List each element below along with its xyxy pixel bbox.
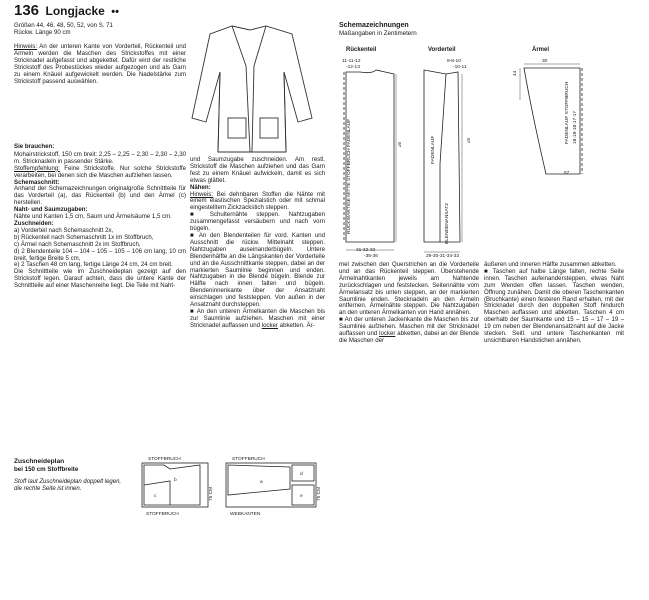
page-number: 136: [14, 2, 40, 19]
layout-fold-label: STOFFBRUCH: [146, 512, 179, 517]
sew-step: ■ Schulternähte steppen. Nahtzugaben zusammengefasst versäubern und nach vorn bügeln.: [190, 211, 325, 233]
sleeve-label: Ärmel: [532, 47, 550, 53]
layout-fold-label: STOFFBRUCH: [232, 457, 265, 462]
seams-text: Nähte und Kanten 1,5 cm, Saum und Ärmelsäume 1,5 cm.: [14, 213, 172, 221]
needs-fabric: Mohairstrickstoff, 150 cm breit: 2,25 – 2,25 – 2,30 – 2,30 – 2,30 m. Stricknadeln in passender Stärke.: [14, 150, 186, 165]
cutting-item: a) Vorderteil nach Schemaschnitt 2x,: [14, 226, 114, 234]
layout-note: Stoff laut Zuschneideplan doppelt legen, die rechte Seite ist innen.: [14, 478, 122, 492]
schema-drawings: [336, 44, 636, 262]
column-3: [339, 262, 479, 345]
cutting-item: c) Ärmel nach Schemaschnitt 2x im Stoffbruch,: [14, 240, 141, 248]
sleeve-fold-label: FADENLAUF STOFFBRUCH: [565, 81, 570, 144]
sizes-line: Größen 44, 46, 48, 50, 52, von S. 71: [14, 22, 113, 29]
cutting-layout-diagram: [140, 455, 340, 517]
column-2: [190, 157, 325, 330]
fabric-rec-text: Feine Strickstoffe. Nur solche Strickstoffe verarbeiten, bei denen sich die Maschen aufziehen lassen.: [14, 164, 186, 179]
piece-b-label: b: [174, 478, 177, 483]
sleeve-side-num: 44: [513, 70, 518, 76]
cutting-item: b) Rückenteil nach Schemaschnitt 1x im Stoffbruch,: [14, 233, 154, 241]
page-header: [14, 2, 194, 18]
front-label: Vorderteil: [428, 47, 456, 53]
back-bottom-num: 31-32-33: [356, 248, 376, 253]
front-blend-label: BLENDENANSATZ: [445, 202, 450, 244]
front-top-num: -10-11: [453, 65, 467, 70]
back-length-num: 97: [396, 142, 401, 148]
fabric-rec-label: Stoffempfehlung:: [14, 164, 60, 172]
jacket-illustration: [188, 22, 316, 158]
back-bottom-num: -35-36: [364, 254, 378, 259]
cutting-title: Zuschneiden:: [14, 219, 54, 227]
front-length-num: 87: [465, 138, 470, 144]
col4-p2: ■ Taschen auf halbe Länge falten, rechte Seite innen. Taschen aufeinandersteppen, etwas Naht zum Wenden offen lassen. Taschen wenden, Öffnung zunähen. Damit die oberen Taschenkanten (Bruchkante) einen festeren Rand erhalten, mit der Stricknadel durch den doppelten Stoff hindurch Maschen auffassen und abketten. Taschen 4 cm oberhalb der Saumkante und 15 – 15 – 17 – 19 – 19 cm neben der Blendenansatznaht auf die Jacke stecken. Seitl. und untere Taschenkanten mit unsichtbaren Handstichen annähen.: [484, 267, 624, 344]
back-fold-label: RÜCKWÄRTIGE MITTE STOFFBRUCH FADENLAUF: [347, 118, 352, 234]
hint-text: An der unteren Kante von Vorderteil, Rückenteil und Ärmeln werden die Maschen des Strickstoffes mit einer Stricknadel aufgefasst und abgekettet. Dafür wird der restliche Strickstoff des Probestückes wieder aufgezogen und als Garn zu einem Knäuel aufgewickelt werden. Die Nadelstärke zum Strickstoff passend auswählen.: [14, 43, 186, 85]
pattern-title: Schemaschnitt:: [14, 178, 60, 186]
layout-width-label: 75 CM: [209, 486, 214, 501]
front-grain-label: FADENLAUF: [431, 135, 436, 164]
sleeve-bottom-num: 57: [564, 171, 570, 176]
back-top-num: 11-11-12: [342, 59, 361, 64]
back-label: Rückenteil: [346, 47, 377, 53]
cutting-item: d) 2 Blendenteile 104 – 104 – 105 – 105 – 106 cm lang, 10 cm breit, fertige Breite 5 cm,: [14, 247, 186, 262]
sew-step-last-b: abketten. Är-: [277, 321, 315, 329]
front-bottom-num: 29-30-31-34-33: [426, 254, 460, 259]
sleeve-nums-label: 18-18-18-17-17: [573, 110, 578, 144]
piece-a-label: a: [260, 480, 263, 485]
col4-p1: äußeren und inneren Hälfte zusammen abketten.: [484, 261, 617, 268]
sew-step-last-ul: locker: [261, 321, 278, 329]
piece-e-label: e: [300, 494, 303, 499]
piece-c-label: c: [154, 494, 157, 499]
sizes-block: [14, 23, 184, 37]
col3-p2-a: ■ An der unteren Jackenkante die Maschen bis zur Saumlinie aufziehen. Maschen mit der Stricknadel auffassen und: [339, 316, 479, 338]
layout-fold-label: STOFFBRUCH: [148, 457, 181, 462]
col3-p2-ul: locker: [379, 330, 396, 338]
hint-label: Hinweis:: [14, 43, 38, 50]
needs-title: Sie brauchen:: [14, 143, 55, 150]
pattern-text: Anhand der Schemazeichnungen originalgroße Schnittteile für das Vorderteil (a), das Rückenteil (b) und den Ärmel (c) herstellen.: [14, 185, 186, 207]
schema-header: [339, 22, 539, 37]
front-top-num: 8-8-10: [447, 59, 461, 64]
sew-step-last-a: ■ An den unteren Ärmelkanten die Maschen bis zur Saumlinie aufziehen. Maschen mit einer Stricknadel auffassen und: [190, 307, 325, 329]
piece-d-label: d: [300, 472, 303, 477]
sew-title: Nähen:: [190, 183, 211, 191]
back-length: Rückw. Länge 90 cm: [14, 28, 71, 36]
col3-p1: mel zwischen den Querstrichen an die Vorderteile und an das Rückenteil steppen. Überstehende Ärmelnahtkanten jeweils am Nahtende zurückschlagen und feststecken. Seitennähte vom Ärmelansatz bis unten steppen, an der markierten Saumlinie enden. Stecknadeln an den Ärmeln entfernen. Ärmelnähte steppen. Die Nahtzugaben an den unteren Ärmelkanten von Hand annähen.: [339, 261, 479, 317]
cutting-after: Die Schnittteile wie im Zuschneideplan gezeigt auf den Strickstoff legen. Darauf achten, dass die untere Kante der Schnittteile auf einer Maschenreihe liegt. Die Teile mit Naht-: [14, 268, 186, 290]
layout-width-label: 75 CM: [317, 486, 322, 501]
seams-title: Naht- und Saumzugaben:: [14, 206, 88, 214]
hint-block: [14, 44, 186, 85]
layout-title: Zuschneideplan: [14, 458, 65, 465]
sew-step: ■ An den Blendenteilen für vord. Kanten und Ausschnitt die rückw. Mittelnaht steppen. Nahtzugaben auseinanderbügeln. Untere Blendenhälfte an die Längskanten der Vorderteile und an die Ausschnittkante steppen, dabei an der markierten Saumlinie beginnen und enden. Nahtzugaben in die Blende bügeln. Blende zur Hälfte nach innen falten und bügeln. Blendeninnenkante über der Ansatznaht einschlagen und feststeppen. Von außen in der Ansatznaht durchsteppen.: [190, 231, 325, 309]
schema-title: Schemazeichnungen: [339, 22, 409, 29]
page-title: Longjacke: [45, 4, 105, 18]
layout-edges-label: WEBKANTEN: [230, 512, 261, 517]
column-1: [14, 144, 186, 290]
back-top-num: -12-13: [346, 65, 360, 70]
col2-p1: und Saumzugabe zuschneiden. Am restl. Strickstoff die Maschen aufziehen und das Garn fest zu einem Knäuel aufwickeln, damit es sich etwas glättet.: [190, 156, 325, 184]
layout-subtitle: bei 150 cm Stoffbreite: [14, 465, 79, 473]
schema-subtitle: Maßangaben in Zentimetern: [339, 30, 417, 37]
cutting-item: e) 2 Taschen 48 cm lang, fertige Länge 24 cm, 24 cm breit.: [14, 261, 173, 269]
sleeve-top-num: 30: [542, 59, 548, 64]
sew-hint-label: Hinweis:: [190, 190, 214, 198]
difficulty-dots: ••: [111, 6, 119, 18]
sew-hint-text: Bei dehnbaren Stoffen die Nähte mit einem elastischen Spezialstich oder mit schmal eingestelltem Zickzackstich steppen.: [190, 190, 325, 212]
cutting-layout-caption: [14, 458, 134, 493]
col3-p2-b: abketten, dabei an der Blende die Maschen der: [339, 330, 479, 344]
column-4: [484, 262, 624, 345]
